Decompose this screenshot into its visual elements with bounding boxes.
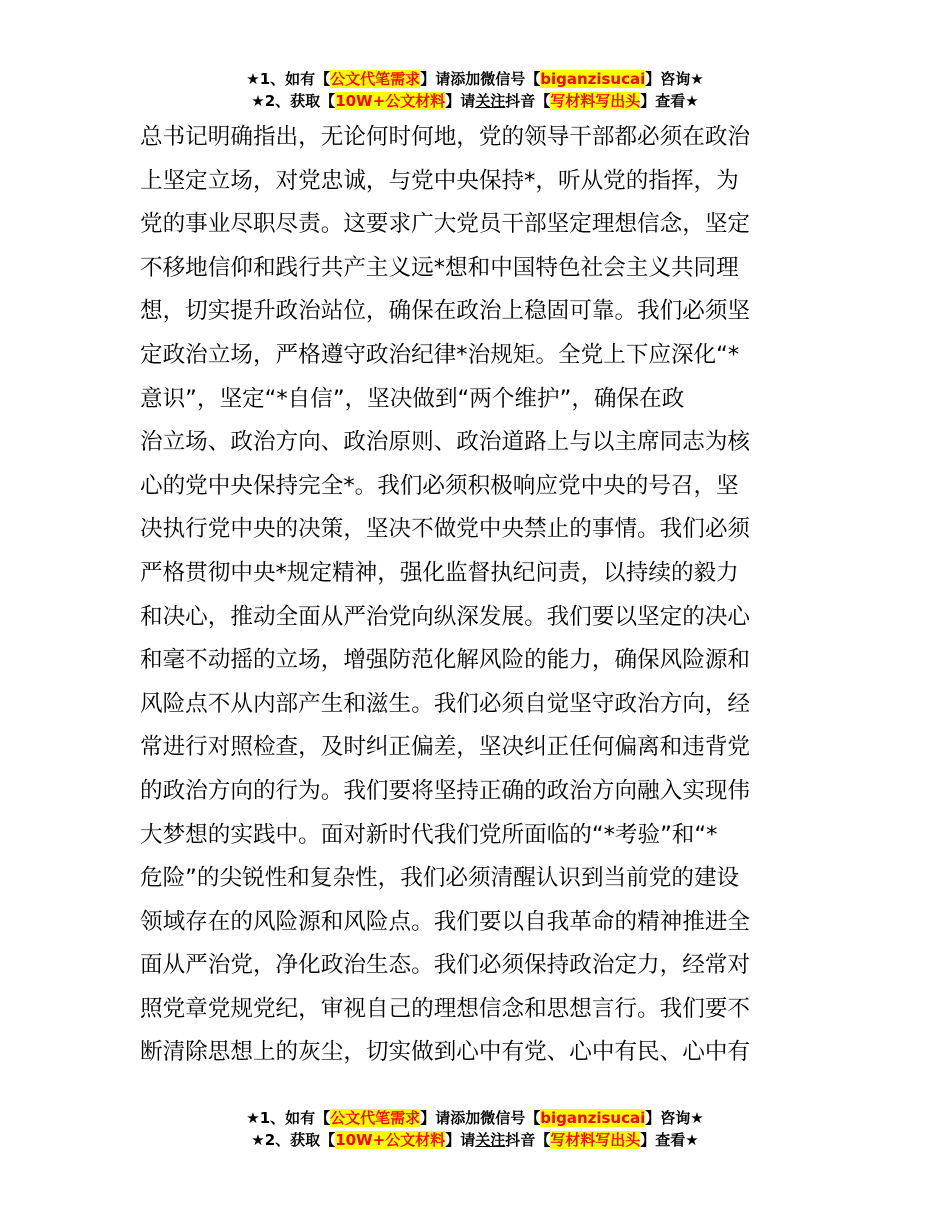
banner-text: 】查看★ [640, 92, 699, 110]
body-line: 想，切实提升政治站位，确保在政治上稳固可靠。我们必须坚 [140, 298, 751, 325]
banner-line-2 [0, 1129, 950, 1151]
banner-text: 】查看★ [640, 1131, 699, 1149]
banner-highlight-service: 公文代笔需求 [330, 70, 421, 88]
body-line: 心的党中央保持完全*。我们必须积极响应党中央的号召，坚 [140, 472, 739, 499]
body-line: 治立场、政治方向、政治原则、政治道路上与以主席同志为核 [140, 429, 751, 456]
body-line: 常进行对照检查，及时纠正偏差，坚决纠正任何偏离和违背党 [140, 734, 751, 761]
body-line: 和决心，推动全面从严治党向纵深发展。我们要以坚定的决心 [140, 603, 751, 630]
banner-line-2 [0, 90, 950, 112]
banner-highlight-service: 公文代笔需求 [330, 1109, 421, 1127]
banner-text: 】咨询★ [645, 70, 704, 88]
body-line: 党的事业尽职尽责。这要求广大党员干部坚定理想信念，坚定 [140, 211, 751, 238]
banner-highlight-materials: 10W+公文材料 [335, 92, 446, 110]
banner-highlight-account: 写材料写出头 [550, 1131, 641, 1149]
body-line: 大梦想的实践中。面对新时代我们党所面临的“*考验”和“* [140, 821, 718, 848]
body-line: 领域存在的风险源和风险点。我们要以自我革命的精神推进全 [140, 908, 751, 935]
banner-line-1 [0, 1107, 950, 1129]
banner-text: 】咨询★ [645, 1109, 704, 1127]
body-line: 危险”的尖锐性和复杂性，我们必须清醒认识到当前党的建设 [140, 865, 740, 892]
banner-text: 】请 [445, 1131, 476, 1149]
body-line: 断清除思想上的灰尘，切实做到心中有党、心中有民、心中有 [140, 1039, 751, 1066]
banner-highlight-account: 写材料写出头 [550, 92, 641, 110]
banner-line-1 [0, 68, 950, 90]
banner-text: 】请 [445, 92, 476, 110]
footer-banner [0, 1107, 950, 1151]
banner-text: 】请添加微信号【 [420, 1109, 541, 1127]
body-line: 意识”，坚定“*自信”，坚决做到“两个维护”，确保在政 [140, 385, 685, 412]
banner-text: ★2、获取【 [251, 1131, 336, 1149]
body-line: 决执行党中央的决策，坚决不做党中央禁止的事情。我们必须 [140, 516, 751, 543]
banner-text: 抖音【 [505, 1131, 551, 1149]
banner-highlight-materials: 10W+公文材料 [335, 1131, 446, 1149]
banner-highlight-wechat-id: biganzisucai [540, 1109, 646, 1127]
body-line: 的政治方向的行为。我们要将坚持正确的政治方向融入实现伟 [140, 777, 751, 804]
body-line: 照党章党规党纪，审视自己的理想信念和思想言行。我们要不 [140, 995, 751, 1022]
banner-highlight-wechat-id: biganzisucai [540, 70, 646, 88]
body-line: 严格贯彻中央*规定精神，强化监督执纪问责，以持续的毅力 [140, 559, 739, 586]
banner-text: ★2、获取【 [251, 92, 336, 110]
body-line: 面从严治党，净化政治生态。我们必须保持政治定力，经常对 [140, 952, 751, 979]
body-line: 定政治立场，严格遵守政治纪律*治规矩。全党上下应深化“* [140, 341, 740, 368]
banner-text: 抖音【 [505, 92, 551, 110]
document-body [140, 116, 820, 1075]
header-banner [0, 68, 950, 112]
banner-text: ★1、如有【 [246, 70, 331, 88]
body-line: 和毫不动摇的立场，增强防范化解风险的能力，确保风险源和 [140, 647, 751, 674]
banner-text: ★1、如有【 [246, 1109, 331, 1127]
body-line: 不移地信仰和践行共产主义远*想和中国特色社会主义共同理 [140, 254, 739, 281]
body-line: 总书记明确指出，无论何时何地，党的领导干部都必须在政治 [140, 124, 751, 150]
body-line: 上坚定立场，对党忠诚，与党中央保持*，听从党的指挥，为 [140, 167, 739, 194]
banner-text: 】请添加微信号【 [420, 70, 541, 88]
banner-underlined-follow: 关注 [475, 92, 506, 110]
banner-underlined-follow: 关注 [475, 1131, 506, 1149]
body-line: 风险点不从内部产生和滋生。我们必须自觉坚守政治方向，经 [140, 690, 751, 717]
